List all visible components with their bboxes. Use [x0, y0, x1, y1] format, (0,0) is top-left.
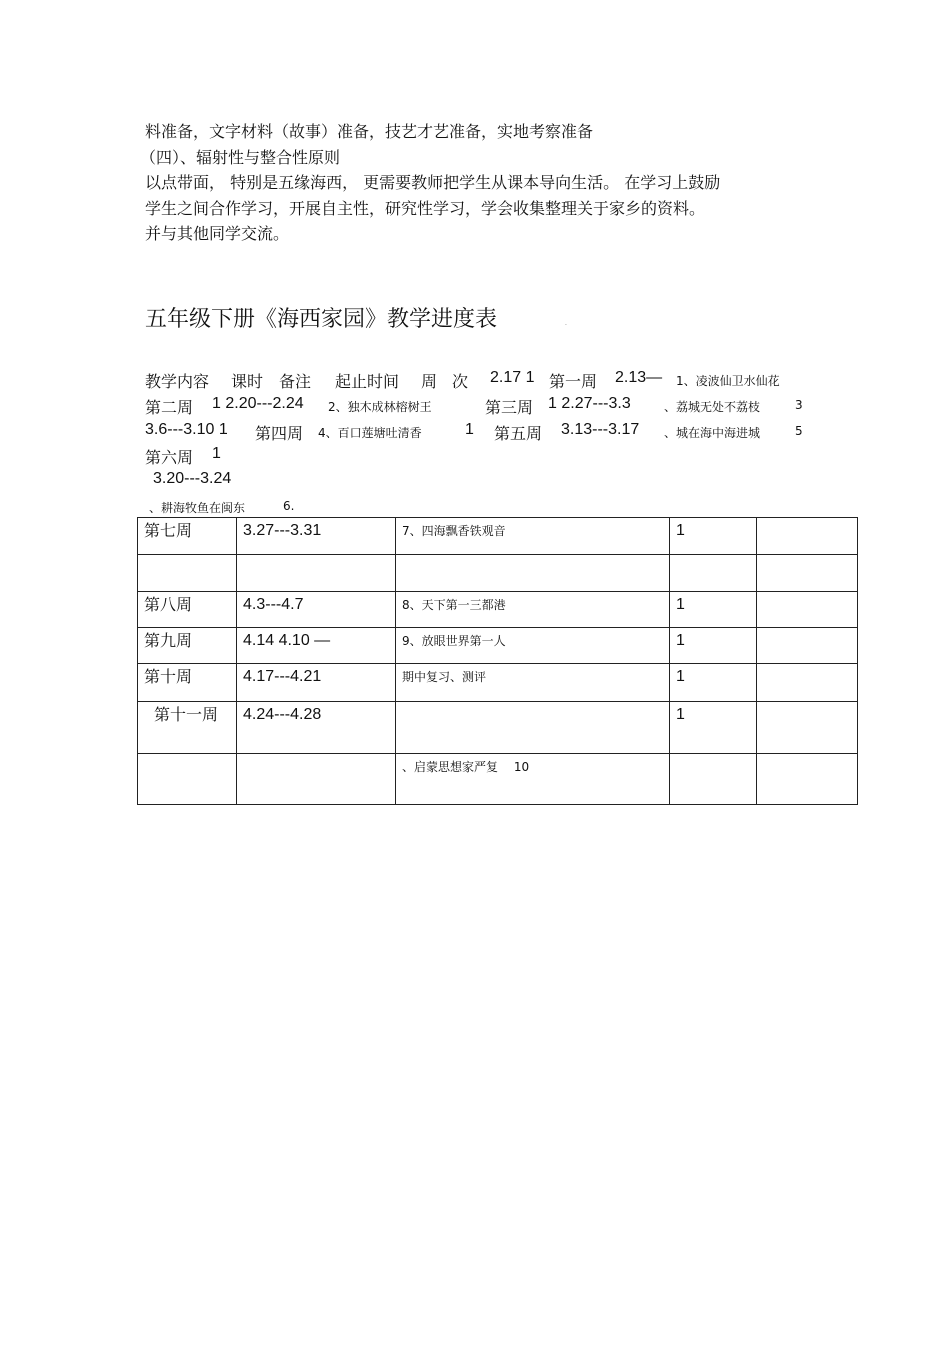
header-fragment: 1、凌波仙卫水仙花	[676, 374, 780, 388]
hours-cell	[670, 754, 757, 805]
note-cell	[757, 664, 858, 702]
paragraph-line-4: 学生之间合作学习，开展自主性，研究性学习，学会收集整理关于家乡的资料。	[145, 199, 706, 218]
week-cell: 第七周	[138, 518, 237, 555]
page-title: 五年级下册《海西家园》教学进度表	[145, 307, 498, 332]
header-fragment: 6.	[283, 499, 295, 513]
header-fragment: 2、独木成林榕树王	[328, 400, 432, 414]
header-fragment: 教学内容	[145, 372, 210, 391]
header-fragment: 第三周	[485, 398, 534, 417]
note-cell	[757, 628, 858, 664]
note-cell	[757, 555, 858, 592]
dates-cell: 4.3---4.7	[237, 592, 396, 628]
paragraph-line-5: 并与其他同学交流。	[145, 224, 290, 243]
header-fragment: 次	[452, 372, 469, 391]
dates-cell: 4.17---4.21	[237, 664, 396, 702]
header-fragment: 、耕海牧鱼在闽东	[149, 501, 246, 515]
header-fragment: 1	[465, 421, 474, 438]
week-cell: 第十一周	[138, 702, 237, 754]
header-fragment: 第一周	[549, 372, 598, 391]
table-row	[138, 555, 858, 592]
header-fragment: 1 2.27---3.3	[548, 395, 631, 412]
dates-cell	[237, 754, 396, 805]
header-fragment: 3	[795, 398, 803, 412]
header-fragment: 1	[212, 445, 221, 462]
week-cell	[138, 754, 237, 805]
header-fragment: 、荔城无处不荔枝	[664, 400, 761, 414]
header-fragment: 1 2.20---2.24	[212, 395, 304, 412]
table-row	[138, 592, 858, 628]
title-dot: .	[565, 320, 567, 327]
dates-cell: 3.27---3.31	[237, 518, 396, 555]
header-fragment: 5	[795, 424, 803, 438]
header-fragment: 第五周	[494, 424, 543, 443]
table-row	[138, 628, 858, 664]
week-cell: 第九周	[138, 628, 237, 664]
hours-cell: 1	[670, 518, 757, 555]
header-fragment: 备注	[279, 372, 312, 391]
header-fragment: 课时	[231, 372, 264, 391]
week-cell: 第八周	[138, 592, 237, 628]
note-cell	[757, 702, 858, 754]
table-row	[138, 664, 858, 702]
paragraph-line-1: 料准备，文字材料（故事）准备，技艺才艺准备，实地考察准备	[145, 122, 594, 141]
paragraph-line-3: 以点带面， 特别是五缘海西， 更需要教师把学生从课本导向生活。 在学习上鼓励	[145, 173, 721, 192]
table-row	[138, 702, 858, 754]
table-row	[138, 518, 858, 555]
table-row	[138, 754, 858, 805]
note-cell	[757, 592, 858, 628]
header-fragment: 4、百口莲塘吐清香	[318, 426, 422, 440]
lesson-cell: 8、天下第一三都港	[396, 592, 670, 628]
header-fragment: 、城在海中海进城	[664, 426, 761, 440]
header-fragment: 2.17 1	[490, 369, 535, 386]
paragraph-heading-4: （四）、辐射性与整合性原则	[140, 148, 341, 167]
hours-cell: 1	[670, 702, 757, 754]
hours-cell: 1	[670, 628, 757, 664]
note-cell	[757, 754, 858, 805]
header-fragment: 周	[421, 372, 438, 391]
header-fragment: 第六周	[145, 448, 194, 467]
hours-cell: 1	[670, 664, 757, 702]
lesson-cell: 9、放眼世界第一人	[396, 628, 670, 664]
hours-cell: 1	[670, 592, 757, 628]
dates-cell: 4.24---4.28	[237, 702, 396, 754]
week-cell	[138, 555, 237, 592]
lesson-cell	[396, 702, 670, 754]
lesson-cell	[396, 555, 670, 592]
lesson-cell: 、启蒙思想家严复 10	[396, 754, 670, 805]
week-cell: 第十周	[138, 664, 237, 702]
dates-cell	[237, 555, 396, 592]
header-fragment: 第四周	[255, 424, 304, 443]
header-fragment: 2.13—	[615, 369, 663, 386]
header-fragment: 起止时间	[335, 372, 400, 391]
dates-cell: 4.14 4.10 —	[237, 628, 396, 664]
hours-cell	[670, 555, 757, 592]
header-fragment: 3.13---3.17	[561, 421, 640, 438]
header-fragment: 第二周	[145, 398, 194, 417]
note-cell	[757, 518, 858, 555]
header-fragment: 3.20---3.24	[153, 470, 232, 487]
header-fragment: 3.6---3.10 1	[145, 421, 228, 438]
lesson-cell: 7、四海飘香铁观音	[396, 518, 670, 555]
lesson-cell: 期中复习、测评	[396, 664, 670, 702]
schedule-table	[137, 517, 858, 805]
